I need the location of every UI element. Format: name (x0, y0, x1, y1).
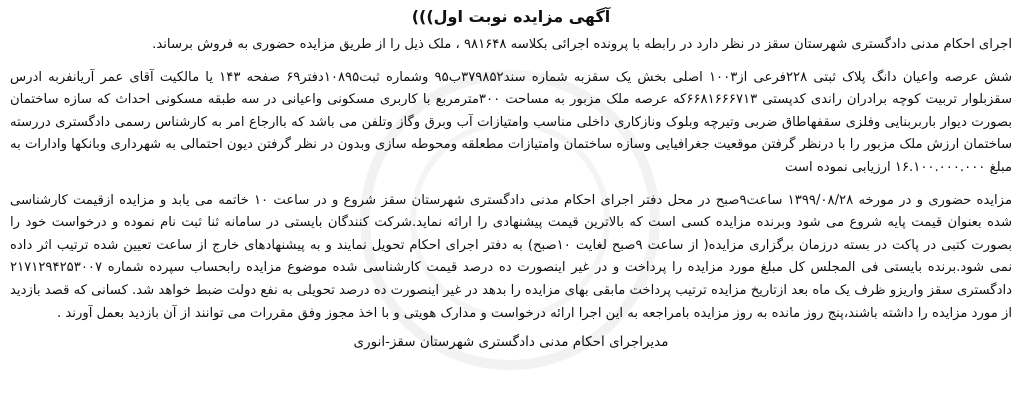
signature-line: مدیراجرای احکام مدنی دادگستری شهرستان سقز-انوری (353, 334, 669, 351)
notice-intro: اجرای احکام مدنی دادگستری شهرستان سقز در نظر دارد در رابطه با پرونده اجرائی بکلاسه ۹۸۱۶۴۸ ، ملک ذیل را از طریق مزایده حضوری به فروش برساند. (152, 37, 1012, 52)
watermark-seal (360, 70, 660, 370)
auction-terms: مزایده حضوری و در مورخه ۱۳۹۹/۰۸/۲۸ ساعت۹صبح در محل دفتر اجرای احکام مدنی دادگستری شهرستان سقز شروع و در ساعت ۱۰ خاتمه می یابد و مزایده ازقیمت کارشناسی شده بعنوان قیمت پایه شروع می شود وبرنده مزایده کسی است که بالاترین قیمت پیشنهادی را ارائه نماید.شرکت کنندگان بایستی در سامانه ثنا ثبت نام نموده و درخواست خود را بصورت کتبی در پاکت در بسته درزمان برگزاری مزایده( از ساعت ۹صبح لغایت ۱۰صبح) به دفتر اجرای احکام تحویل نمایند و به پیشنهادهای خارج از ساعت تعیین شده ترتیب اثر داده نمی شود.برنده بایستی فی المجلس کل مبلغ مورد مزایده را پرداخت و در غیر اینصورت ده درصد قیمت کارشناسی شده موضوع مزایده رابحساب سپرده شماره ۲۱۷۱۲۹۴۲۵۳۰۰۷ دادگستری سقز واریزو ظرف یک ماه بعد ازتاریخ مزایده ترتیب پرداخت مابقی بهای مزایده را بدهد در غیر اینصورت ده درصد تحویلی به نفع دولت ضبط خواهد شد. کسانی که قصد بازدید از مورد مزایده را داشته باشند،پنج روز مانده به روز مزایده بامراجعه به این اجرا ارائه درخواست و مدارک هویتی و با اخذ مجوز وفق مقررات می توانند از آن بازدید بعمل آورند . (10, 192, 1013, 321)
notice-title: آگهی مزایده نوبت اول))) (411, 7, 611, 26)
property-description: شش عرصه واعیان دانگ پلاک ثبتی ۲۲۸فرعی از۱۰۰۳ اصلی بخش یک سقزبه شماره سند۳۷۹۸۵۲ب۹۵ وشماره ثبت۱۰۸۹۵دفتر۶۹ صفحه ۱۴۳ یا مالکیت آقای عمر آریانفربه ادرس سقزبلوار تربیت کوچه برادران راندی کدپستی ۶۶۸۱۶۶۶۷۱۳که عرصه ملک مزبور به مساحت ۳۰۰مترمربع با کاربری مسکونی واعیانی در سه طبقه مسکونی احداث که سازه ساختمان بصورت دیوار باربربنایی وفلزی سقفهاطاق ضربی وتیرچه وبلوک ونازکاری داخلی مناسب وامتیازات آب وبرق وگاز وتلفن می باشد که باارجاع امر به کارشناس رسمی دادگستری دررسته ساختمان ارزش ملک مزبور را با درنظر گرفتن موقعیت جغرافیایی وسازه ساختمان وامتیازات مطعلقه ومحوطه سازی وبدون در نظر گرفتن دیون احتمالی به شهرداری وبانکها وادارات به مبلغ ۱۶.۱۰۰.۰۰۰.۰۰۰ ارزیابی نموده است (10, 69, 1013, 175)
